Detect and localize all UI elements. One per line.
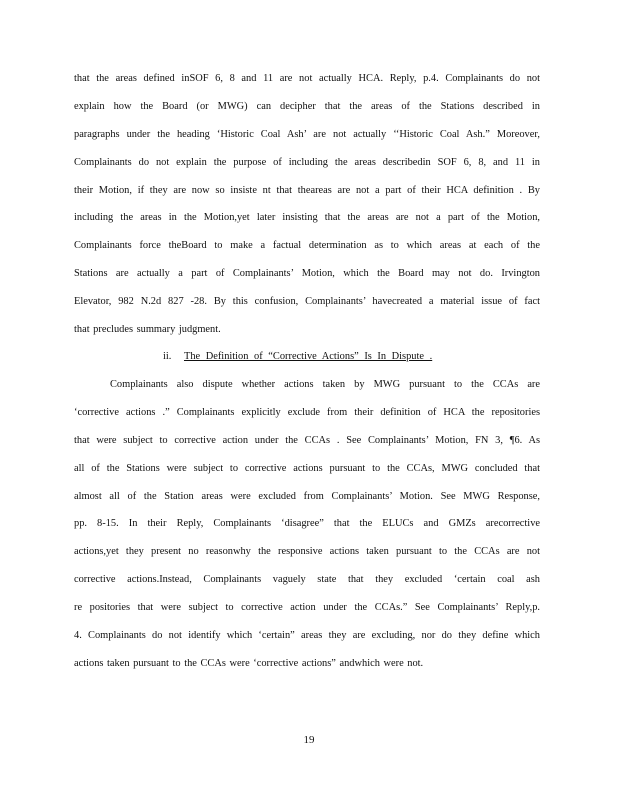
body-text-line: Complainants do not explain the purpose of including the areas describedin SOF 6, 8, and 11 in (74, 157, 540, 168)
body-text-line: paragraphs under the heading ‘Historic Coal Ash’ are not actually ‘‘Historic Coal Ash.” Moreover, (74, 129, 540, 140)
body-text-line: corrective actions.Instead, Complainants vaguely state that they excluded ‘certain coal ash (74, 574, 540, 585)
section-heading-number: ii. (163, 351, 172, 362)
body-text-line: Complainants force theBoard to make a factual determination as to which areas at each of the (74, 240, 540, 251)
body-text-line: explain how the Board (or MWG) can decipher that the areas of the Stations described in (74, 101, 540, 112)
body-text-line: pp. 8-15. In their Reply, Complainants ‘disagree” that the ELUCs and GMZs arecorrective (74, 518, 540, 529)
body-text-line: Elevator, 982 N.2d 827 -28. By this confusion, Complainants’ havecreated a material issue of fact (74, 296, 540, 307)
body-text-line: actions,yet they present no reasonwhy the responsive actions taken pursuant to the CCAs are not (74, 546, 540, 557)
body-text-line: almost all of the Station areas were excluded from Complainants’ Motion. See MWG Response, (74, 491, 540, 502)
section-heading (163, 350, 432, 364)
body-text-line: including the areas in the Motion,yet later insisting that the areas are not a part of the Motion, (74, 212, 540, 223)
body-text-line: 4. Complainants do not identify which ‘certain” areas they are excluding, nor do they define which (74, 630, 540, 641)
body-text-line: actions taken pursuant to the CCAs were ‘corrective actions” andwhich were not. (74, 658, 424, 669)
body-text-line: Stations are actually a part of Complainants’ Motion, which the Board may not do. Irvington (74, 268, 540, 279)
body-text-line: their Motion, if they are now so insiste nt that theareas are not a part of their HCA definition . By (74, 185, 540, 196)
body-text-line: Complainants also dispute whether actions taken by MWG pursuant to the CCAs are (110, 379, 540, 390)
body-text-line: that were subject to corrective action under the CCAs . See Complainants’ Motion, FN 3, ¶6. As (74, 435, 540, 446)
section-heading-title: The Definition of “Corrective Actions” Is In Dispute . (183, 351, 433, 362)
body-text-line: that precludes summary judgment. (74, 324, 221, 335)
page-number: 19 (303, 734, 315, 746)
body-text-line: ‘corrective actions .” Complainants explicitly exclude from their definition of HCA the repositories (74, 407, 540, 418)
body-text-line: all of the Stations were subject to corrective actions pursuant to the CCAs, MWG concluded that (74, 463, 540, 474)
body-text-line: that the areas defined inSOF 6, 8 and 11 are not actually HCA. Reply, p.4. Complainants do not (74, 73, 540, 84)
body-text-line: re positories that were subject to corrective action under the CCAs.” See Complainants’ Reply,p. (74, 602, 540, 613)
